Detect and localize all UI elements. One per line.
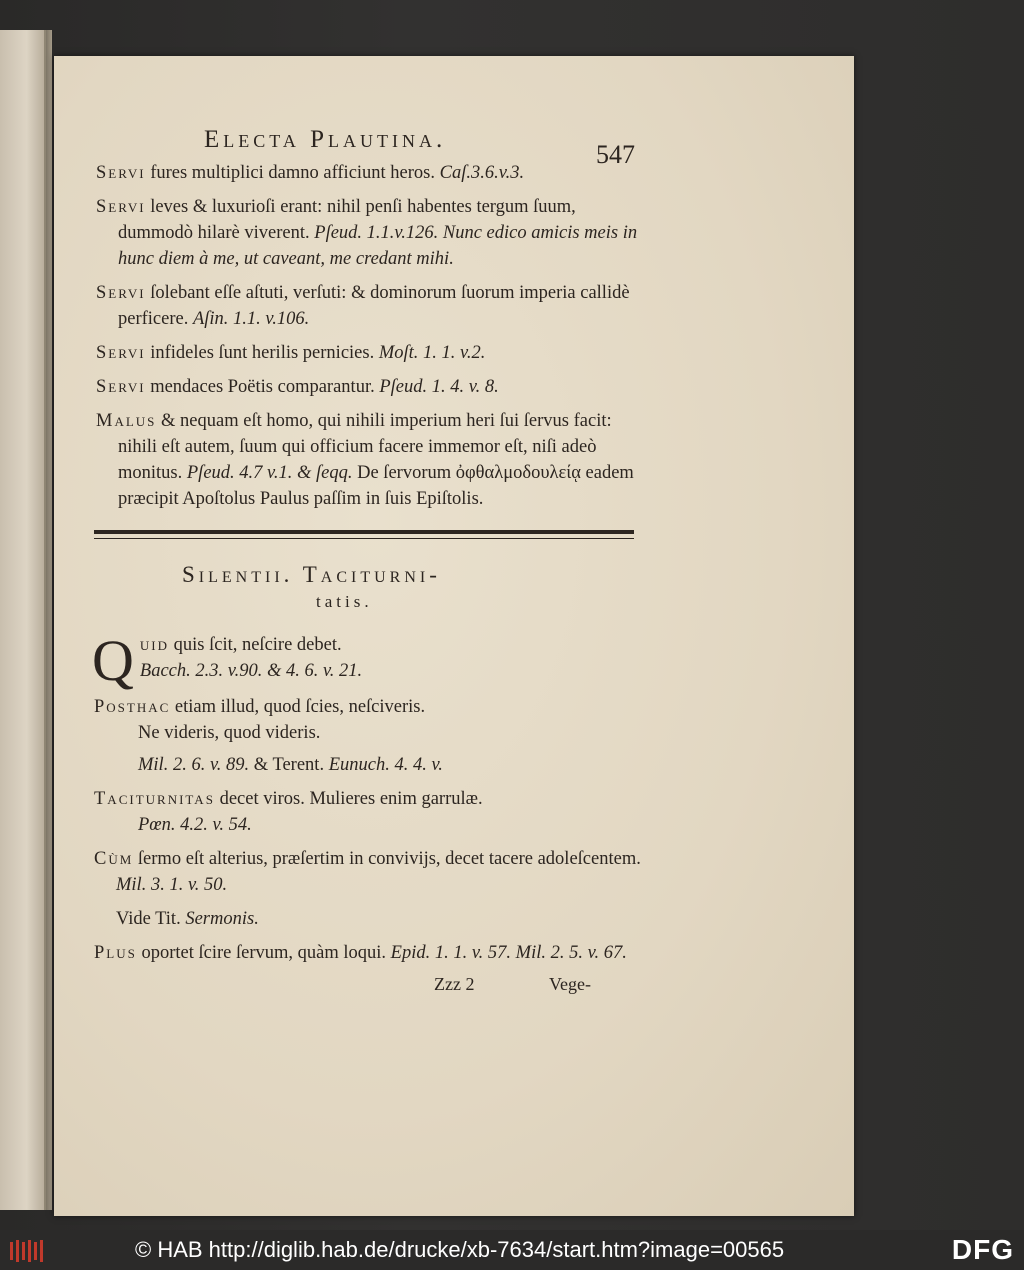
entry-continuation: De ſervorum ὀφθαλμοδουλείᾳ eadem præcipit Apoſtolus Paulus paſſim in ſuis Epiſtolis. <box>118 463 634 509</box>
dfg-logo: DFG <box>951 1234 1014 1265</box>
entry-reference: Caſ.3.6.v.3. <box>439 163 525 183</box>
book-page <box>54 56 854 1216</box>
entry-reference: Sermonis. <box>185 909 259 929</box>
entry-text: fures multiplici damno afficiunt heros. <box>145 163 440 183</box>
entry-reference: Mil. 2. 6. v. 89. <box>138 755 250 775</box>
section-entries <box>92 628 654 974</box>
list-item <box>96 374 646 400</box>
list-item <box>116 906 654 932</box>
page-number: 547 <box>596 140 635 169</box>
entry-keyword: Servi <box>96 197 146 217</box>
signature-mark: Zzz 2 <box>434 974 475 994</box>
entry-keyword: Malus <box>96 411 157 431</box>
entry-text: mendaces Poëtis comparantur. <box>145 377 380 397</box>
entry-subline: Ne videris, quod videris. <box>138 723 321 743</box>
entry-text: ſolebant eſſe aſtuti, verſuti: & dominorum ſuorum imperia callidè perficere. <box>118 283 630 329</box>
entry-text: ſermo eſt alterius, præſertim in convivijs, decet tacere adoleſcentem. <box>133 849 641 869</box>
entry-keyword: Posthac <box>94 697 171 717</box>
copyright-url[interactable]: © HAB http://diglib.hab.de/drucke/xb-7634/start.htm?image=00565 <box>135 1237 785 1262</box>
entry-keyword: Servi <box>96 377 146 397</box>
list-item <box>92 628 654 693</box>
entry-reference: Epid. 1. 1. v. 57. Mil. 2. 5. v. 67. <box>390 943 627 963</box>
entry-text: & nequam eſt homo, qui nihili imperium heri ſui ſervus facit: nihili eſt autem, ſuum qui officium facere immemor eſt, niſi adeò monitus. <box>118 411 612 483</box>
section-title: Silentii. Taciturni- <box>182 562 441 587</box>
entry-text: oportet ſcire ſervum, quàm loqui. <box>136 943 391 963</box>
drop-cap: Q <box>92 628 134 693</box>
entry-keyword: Servi <box>96 163 146 183</box>
entry-text: & Terent. <box>249 755 329 775</box>
entry-keyword: Cùm <box>94 849 134 869</box>
entry-keyword: uid <box>139 635 169 655</box>
catchword-line <box>434 974 634 995</box>
list-item <box>94 940 654 966</box>
entry-reference: Eunuch. 4. 4. v. <box>328 755 443 775</box>
entry-reference: Aſin. 1.1. v.106. <box>192 309 310 329</box>
running-title: Electa Plautina. <box>204 126 447 153</box>
list-item <box>94 786 654 838</box>
entry-keyword: Taciturnitas <box>94 789 215 809</box>
section-divider-thick <box>94 530 634 534</box>
entry-text: decet viros. Mulieres enim garrulæ. <box>214 789 483 809</box>
catchword: Vege- <box>548 974 591 994</box>
entry-reference: Pſeud. 1.1.v.126. Nunc edico amicis meis in hunc diem à me, ut caveant, me credant mihi. <box>118 223 638 269</box>
entry-text: infideles ſunt herilis pernicies. <box>145 343 379 363</box>
entry-reference: Mil. 3. 1. v. 50. <box>116 875 228 895</box>
entry-reference: Moſt. 1. 1. v.2. <box>378 343 486 363</box>
entry-keyword: Servi <box>96 343 146 363</box>
entry-text: quis ſcit, neſcire debet. <box>169 635 342 655</box>
list-item <box>96 340 646 366</box>
entry-reference: Bacch. 2.3. v.90. & 4. 6. v. 21. <box>139 661 363 681</box>
footer-bar <box>0 1230 1024 1270</box>
previous-page-edge <box>0 30 46 1210</box>
entry-keyword: Servi <box>96 283 146 303</box>
entry-subline-refs <box>116 752 654 778</box>
list-item <box>96 408 646 512</box>
entry-reference: Pſeud. 4.7 v.1. & ſeqq. <box>186 463 353 483</box>
section-title-continuation: tatis. <box>316 592 373 611</box>
entry-keyword: Plus <box>94 943 137 963</box>
list-item <box>96 280 646 332</box>
entry-text: Vide Tit. <box>116 909 186 929</box>
entry-text: etiam illud, quod ſcies, neſciveris. <box>170 697 426 717</box>
entry-reference: Pſeud. 1. 4. v. 8. <box>379 377 499 397</box>
section-divider-thin <box>94 538 634 539</box>
list-item <box>96 194 646 272</box>
entry-reference: Pœn. 4.2. v. 54. <box>138 815 252 835</box>
list-item <box>94 846 654 898</box>
entry-text: leves & luxurioſi erant: nihil penſi habentes tergum ſuum, dummodò hilarè viverent. <box>118 197 576 243</box>
entries-list <box>96 160 646 520</box>
list-item <box>96 160 646 186</box>
hab-logo-icon <box>8 1238 48 1264</box>
list-item <box>94 694 654 778</box>
